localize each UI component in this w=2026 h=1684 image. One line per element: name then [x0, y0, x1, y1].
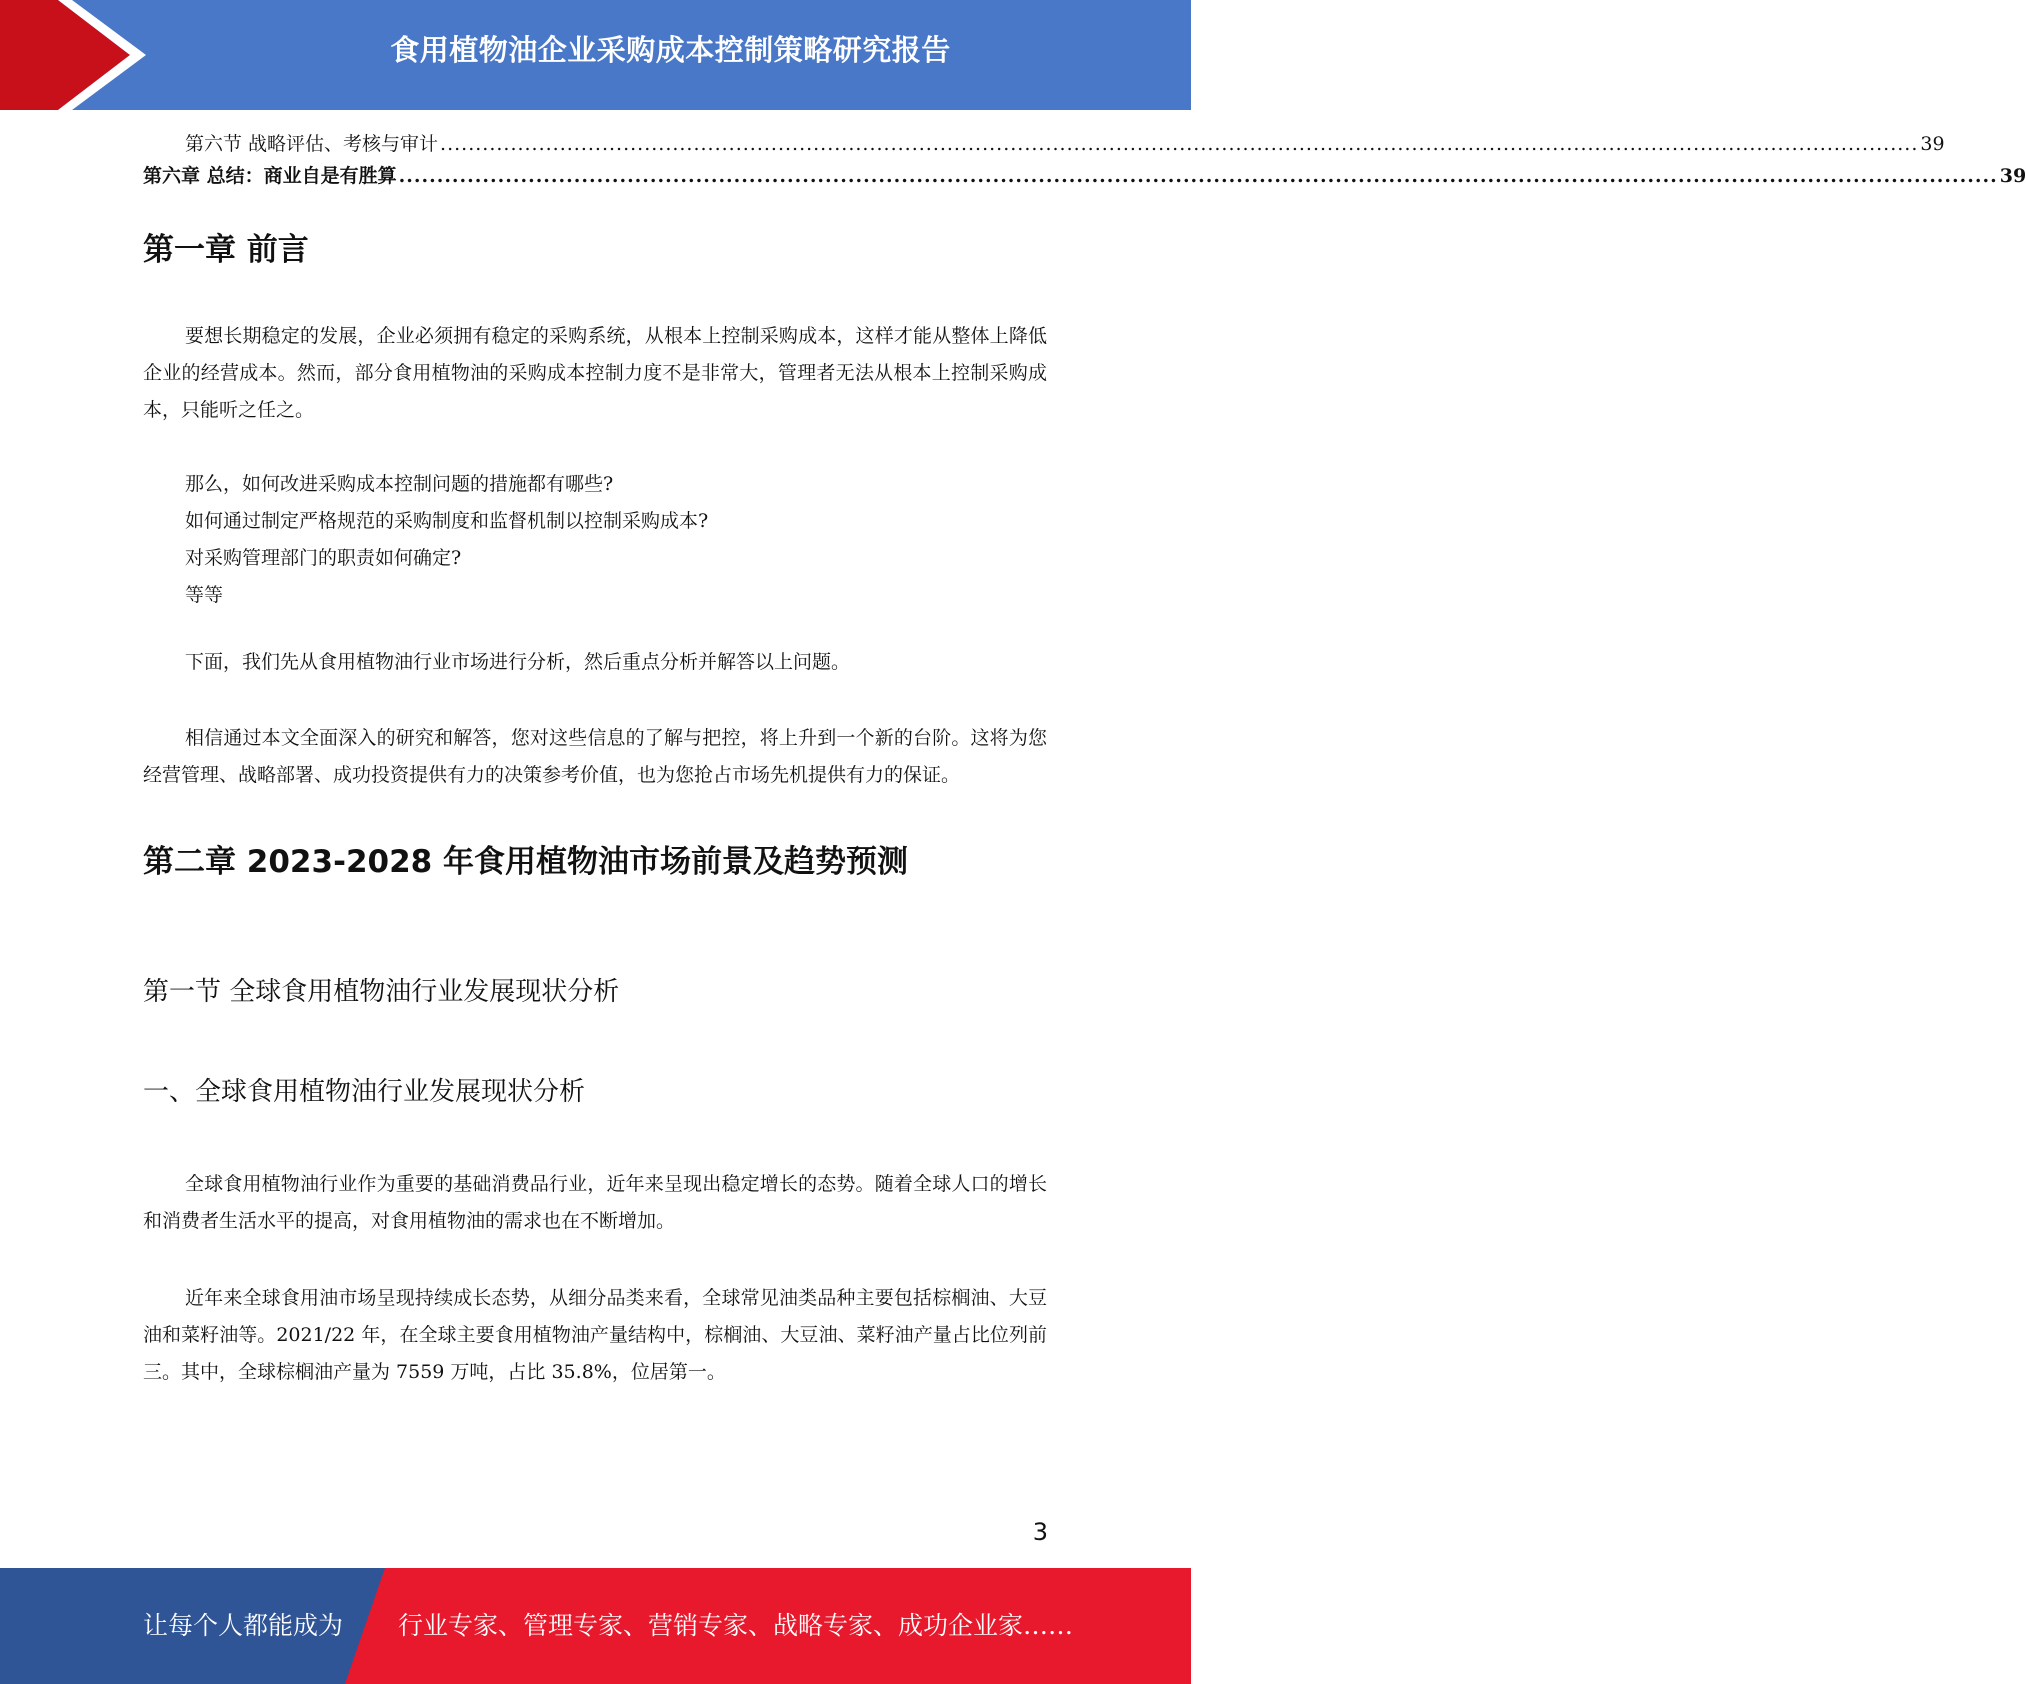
header-banner	[0, 0, 1191, 110]
footer-banner	[0, 1568, 1191, 1684]
chapter-heading: 第一章 前言	[143, 232, 309, 268]
toc-entry[interactable]	[143, 128, 1945, 160]
page-content	[143, 128, 2026, 1391]
question-item: 等等	[185, 584, 224, 606]
question-item: 对采购管理部门的职责如何确定?	[185, 547, 462, 569]
toc-entry-label: 第六节 战略评估、考核与审计	[185, 133, 439, 155]
chapter-heading: 第二章 2023-2028 年食用植物油市场前景及趋势预测	[143, 844, 909, 880]
question-item: 如何通过制定严格规范的采购制度和监督机制以控制采购成本?	[185, 510, 709, 532]
section-heading: 第一节 全球食用植物油行业发展现状分析	[143, 977, 620, 1007]
question-item: 那么，如何改进采购成本控制问题的措施都有哪些?	[185, 473, 614, 495]
toc-entry[interactable]	[143, 160, 2026, 192]
toc-entry-page: 39	[1999, 165, 2026, 187]
footer-slogan-right: 行业专家、管理专家、营销专家、战略专家、成功企业家……	[398, 1611, 1074, 1640]
paragraph: 相信通过本文全面深入的研究和解答，您对这些信息的了解与把控，将上升到一个新的台阶。这将为您经营管理、战略部署、成功投资提供有力的决策参考价值，也为您抢占市场先机提供有力的保证。	[143, 727, 1047, 786]
page-number: 3	[1032, 1518, 1048, 1546]
paragraph: 全球食用植物油行业作为重要的基础消费品行业，近年来呈现出稳定增长的态势。随着全球人口的增长和消费者生活水平的提高，对食用植物油的需求也在不断增加。	[143, 1173, 1047, 1232]
toc-entry-page: 39	[1920, 133, 1945, 155]
report-title: 食用植物油企业采购成本控制策略研究报告	[390, 33, 951, 67]
question-list	[143, 466, 1047, 614]
paragraph: 下面，我们先从食用植物油行业市场进行分析，然后重点分析并解答以上问题。	[185, 651, 851, 673]
paragraph: 近年来全球食用油市场呈现持续成长态势，从细分品类来看，全球常见油类品种主要包括棕榈油、大豆油和菜籽油等。2021/22 年，在全球主要食用植物油产量结构中，棕榈油、大豆油、菜籽油产量占比位列前三。其中，全球棕榈油产量为 7559 万吨，占比 35.8%，位居第一。	[143, 1287, 1047, 1383]
subsection-heading: 一、全球食用植物油行业发展现状分析	[143, 1077, 586, 1107]
toc-leader-dots: ..................................................................................................................................................................................................................	[440, 133, 1919, 155]
header-arrow-icon	[0, 0, 160, 110]
footer-slogan-left: 让每个人都能成为	[143, 1611, 344, 1640]
paragraph: 要想长期稳定的发展，企业必须拥有稳定的采购系统，从根本上控制采购成本，这样才能从整体上降低企业的经营成本。然而，部分食用植物油的采购成本控制力度不是非常大，管理者无法从根本上控制采购成本，只能听之任之。	[143, 325, 1047, 421]
toc-leader-dots: ..................................................................................................................................................................................................................	[398, 165, 1998, 187]
toc-entry-label: 第六章 总结：商业自是有胜算	[143, 165, 397, 187]
